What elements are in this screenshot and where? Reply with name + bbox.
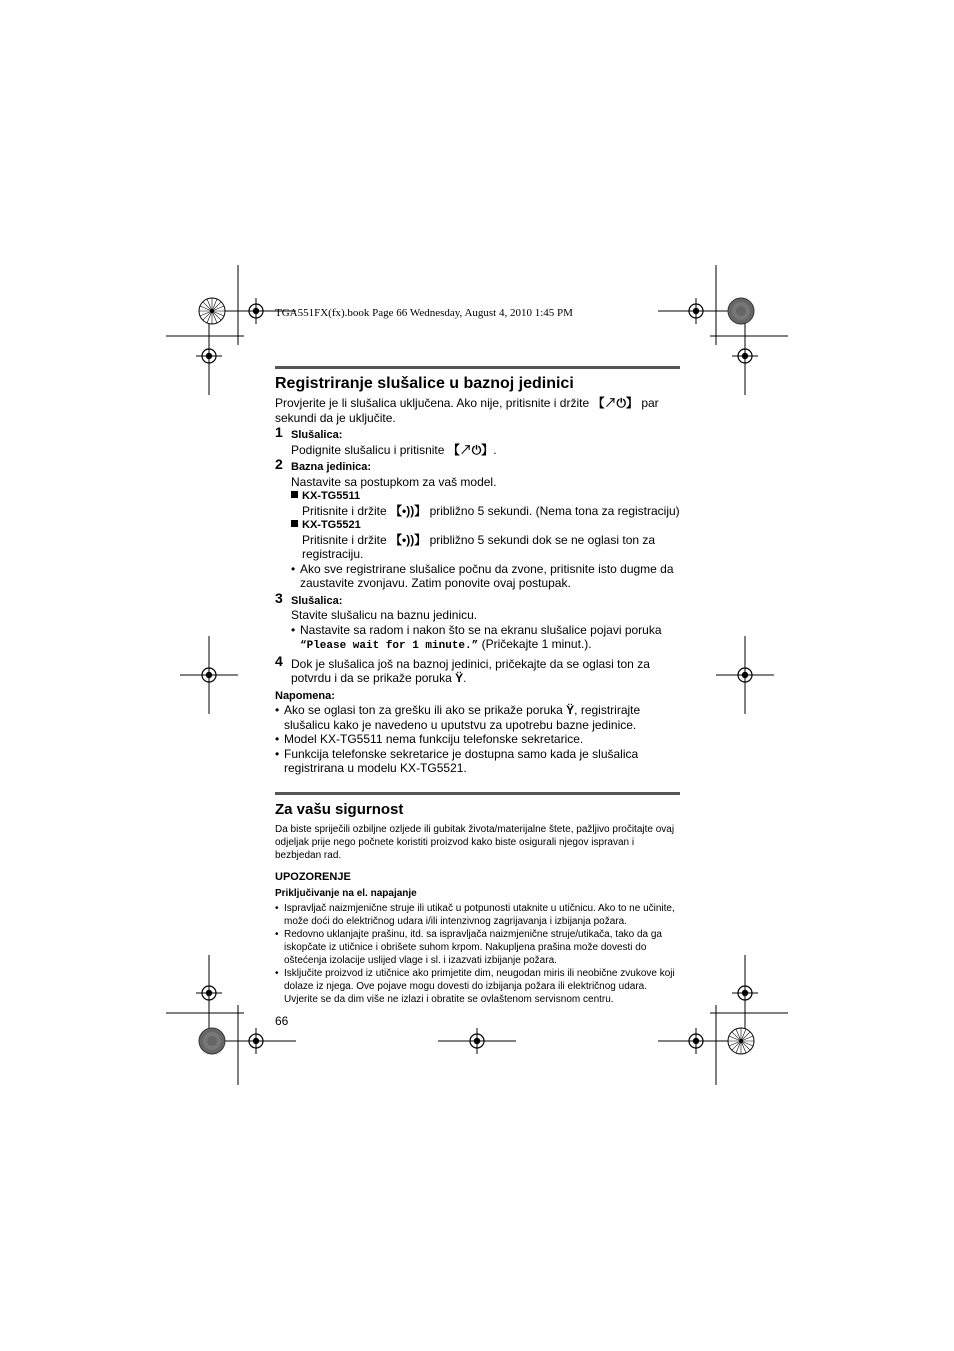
note-title: Napomena:: [275, 689, 335, 702]
model-kx-tg5521: KX-TG5521 Pritisnite i držite 【•))】 približno 5 sekundi dok se ne oglasi ton za registraciju.: [291, 518, 680, 562]
step-2: 2 Bazna jedinica: Nastavite sa postupkom za vaš model. KX-TG5511 Pritisnite i držite 【•))】 približno 5 sekundi. (Nema tona za registraciju) KX-TG5521 Pritisnite i držite 【•))】 približno 5 sekundi dok se ne oglasi ton za registraciju. • Ako sve registrirane slušalice počnu da zvone, pritisnite isto dugme da zaustavite zvonjavu. Zatim ponovite ovaj postupak.: [275, 460, 680, 591]
locator-key-icon: 【•))】: [390, 532, 427, 547]
model-kx-tg5511: KX-TG5511 Pritisnite i držite 【•))】 približno 5 sekundi. (Nema tona za registraciju): [291, 489, 680, 518]
subsection-title: Priključivanje na el. napajanje: [275, 888, 417, 899]
safety-intro: Da biste spriječili ozbiljne ozljede ili gubitak života/materijalne štete, pažljivo pročitajte ovaj odjeljak prije nego počnete koristiti proizvod kako biste osigurali njegov ispravan i bezbjedan rad.: [275, 823, 675, 861]
list-item: • Ispravljač naizmjenične struje ili utikač u potpunosti utaknite u utičnicu. Ako to ne učinite, može doći do električnog udara i/ili intenzivnog zagrijavanja i izbijanja požara.: [275, 902, 680, 928]
list-item: • Ako sve registrirane slušalice počnu da zvone, pritisnite isto dugme da zaustavite zvonjavu. Zatim ponovite ovaj postupak.: [291, 562, 680, 591]
registration-intro: Provjerite je li slušalica uključena. Ako nije, pritisnite i držite 【↗⏻】 par sekundi da je uključite.: [275, 396, 659, 425]
power-key-icon: 【↗⏻】: [592, 396, 638, 410]
list-item: • Nastavite sa radom i nakon što se na ekranu slušalice pojavi poruka “Please wait for 1 minute.” (Pričekajte 1 minut.).: [291, 623, 680, 654]
step-3: 3 Slušalica: Stavite slušalicu na baznu jedinicu. • Nastavite sa radom i nakon što se na ekranu slušalice pojavi poruka “Please wait for 1 minute.” (Pričekajte 1 minut.).: [275, 594, 680, 654]
warning-title: UPOZORENJE: [275, 870, 351, 883]
section-title-registration: Registriranje slušalice u baznoj jedinici: [275, 375, 574, 392]
step-1: 1 Slušalica: Podignite slušalicu i pritisnite 【↗⏻】.: [275, 424, 497, 457]
list-item: • Funkcija telefonske sekretarice je dostupna samo kada je slušalica registrirana u modelu KX-TG5521.: [275, 747, 680, 776]
page-number: 66: [275, 1013, 289, 1028]
antenna-icon: Ÿ: [455, 671, 464, 685]
list-item: • Isključite proizvod iz utičnice ako primjetite dim, neugodan miris ili neobične zvukove koji dolaze iz njega. Ove pojave mogu dovesti do izbijanja požara ili električnog udara. Uvjerite se da dim više ne izlazi i obratite se ovlaštenom servisnom centru.: [275, 967, 680, 1006]
locator-key-icon: 【•))】: [390, 503, 427, 518]
page-content: [275, 366, 680, 1028]
book-header: TGA551FX(fx).book Page 66 Wednesday, August 4, 2010 1:45 PM: [275, 307, 573, 319]
section-divider: [275, 366, 680, 369]
power-key-icon: 【↗⏻】: [447, 442, 494, 457]
step-4: 4 Dok je slušalica još na baznoj jedinici, pričekajte da se oglasi ton za potvrdu i da se prikaže poruka Ÿ.: [275, 652, 650, 685]
section-title-safety: Za vašu sigurnost: [275, 800, 404, 818]
list-item: • Ako se oglasi ton za grešku ili ako se prikaže poruka Ÿ, registrirajte slušalicu kako je navedeno u uputstvu za upotrebu bazne jedinice.: [275, 703, 680, 732]
antenna-icon: Ÿ: [566, 703, 575, 717]
section-divider: [275, 792, 680, 795]
list-item: • Redovno uklanjajte prašinu, itd. sa ispravljača naizmjenične struje/utikača, tako da ga iskopčate iz utičnice i obrišete suhom krpom. Nakupljena prašina može dovesti do oštećenja izolacije uslijed vlage i sl. i izazvati izbijanje požara.: [275, 928, 680, 967]
list-item: • Model KX-TG5511 nema funkciju telefonske sekretarice.: [275, 732, 680, 747]
